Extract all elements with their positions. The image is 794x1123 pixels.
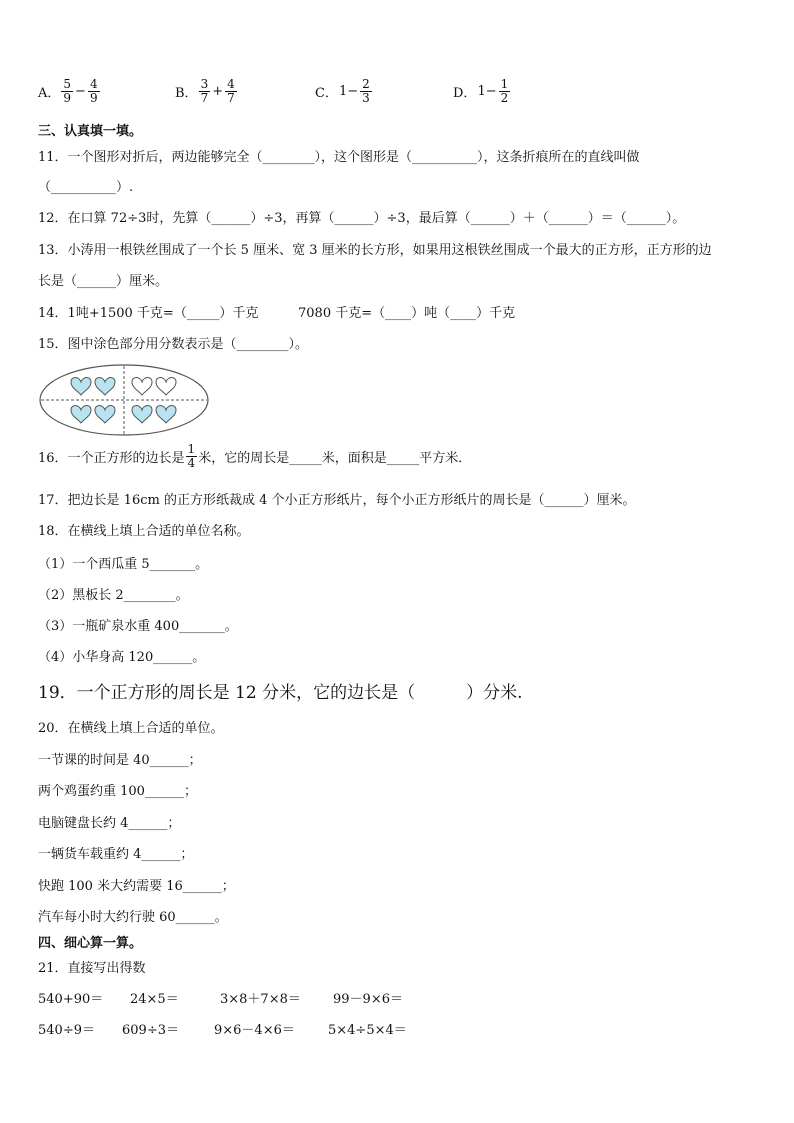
question-19: 19．一个正方形的周长是 12 分米，它的边长是（ ）分米.	[38, 683, 523, 703]
fraction: $\frac{1}{4}$	[187, 442, 196, 470]
question-20-item: 电脑键盘长约 4______；	[38, 816, 181, 831]
calc-item: 540+90＝	[38, 992, 104, 1007]
question-11-line-1: 11．一个图形对折后，两边能够完全（________），这个图形是（__________），这条折痕所在的直线叫做	[38, 150, 640, 165]
fraction: $\frac{3}{7}$	[200, 77, 209, 105]
fraction: $\frac{5}{9}$	[63, 77, 72, 105]
question-15: 15．图中涂色部分用分数表示是（________）。	[38, 337, 309, 352]
option-d: D．1− $\frac{1}{2}$	[453, 77, 509, 105]
question-12: 12．在口算 72÷3时，先算（______）÷3，再算（______）÷3，最后算（______）＋（______）＝（______）。	[38, 211, 686, 226]
calc-item: 3×8＋7×8＝	[220, 992, 301, 1007]
question-18: 18．在横线上填上合适的单位名称。	[38, 524, 250, 539]
calc-item: 540÷9＝	[38, 1023, 95, 1038]
section-3-title: 三、认真填一填。	[38, 124, 143, 139]
option-a: A． $\frac{5}{9}$ − $\frac{4}{9}$	[38, 77, 98, 105]
question-20-item: 快跑 100 米大约需要 16______；	[38, 879, 235, 894]
question-14-part-1: 14．1吨+1500 千克=（_____）千克	[38, 306, 259, 321]
calc-item: 9×6－4×6＝	[214, 1023, 295, 1038]
calc-item: 99－9×6＝	[333, 992, 403, 1007]
question-13-line-1: 13．小涛用一根铁丝围成了一个长 5 厘米、宽 3 厘米的长方形，如果用这根铁丝围成一个最大的正方形，正方形的边	[38, 243, 712, 258]
question-20-item: 两个鸡蛋约重 100______；	[38, 784, 197, 799]
hearts-ellipse-figure	[38, 362, 210, 440]
fraction: $\frac{2}{3}$	[362, 77, 370, 105]
calc-item: 609÷3＝	[122, 1023, 179, 1038]
question-11-line-2: （__________）.	[38, 180, 134, 195]
option-b: B． $\frac{3}{7}$ + $\frac{4}{7}$	[175, 77, 235, 105]
question-18-item: （1）一个西瓜重 5_______。	[38, 557, 209, 572]
question-17: 17．把边长是 16cm 的正方形纸裁成 4 个小正方形纸片，每个小正方形纸片的周长是（______）厘米。	[38, 493, 636, 508]
question-20-item: 一节课的时间是 40______；	[38, 753, 202, 768]
question-16: 16．一个正方形的边长是 $\frac{1}{4}$ 米，它的周长是_____米，面积是_____平方米．	[38, 442, 472, 470]
question-18-item: （4）小华身高 120______。	[38, 650, 206, 665]
calc-item: 5×4÷5×4＝	[328, 1023, 407, 1038]
question-14-part-2: 7080 千克=（____）吨（____）千克	[298, 306, 516, 321]
fraction: $\frac{4}{7}$	[227, 77, 235, 105]
calc-item: 24×5＝	[130, 992, 179, 1007]
question-21: 21．直接写出得数	[38, 961, 146, 976]
question-13-line-2: 长是（______）厘米。	[38, 274, 169, 289]
option-c: C．1− $\frac{2}{3}$	[315, 77, 370, 105]
question-20: 20．在横线上填上合适的单位。	[38, 721, 224, 736]
question-20-item: 一辆货车载重约 4______；	[38, 847, 194, 862]
question-18-item: （2）黑板长 2________。	[38, 588, 189, 603]
fraction: $\frac{1}{2}$	[500, 77, 509, 105]
question-20-item: 汽车每小时大约行驶 60______。	[38, 910, 228, 925]
section-4-title: 四、细心算一算。	[38, 936, 143, 951]
fraction: $\frac{4}{9}$	[89, 77, 98, 105]
question-18-item: （3）一瓶矿泉水重 400_______。	[38, 619, 238, 634]
